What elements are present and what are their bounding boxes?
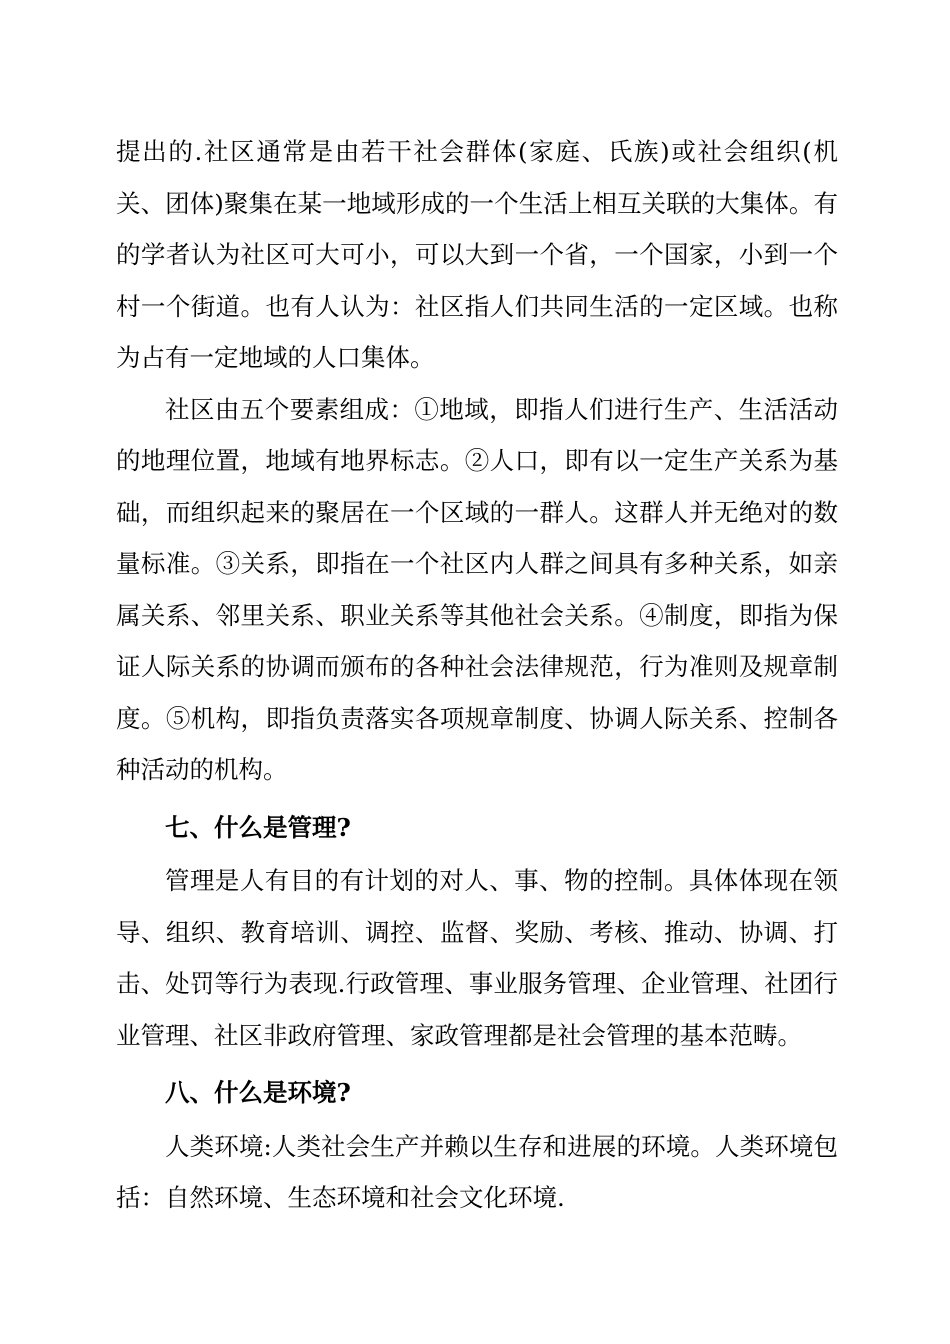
heading-what-is-environment: 八、什么是环境? <box>165 1078 351 1107</box>
paragraph-environment: 人类环境:人类社会生产并赖以生存和进展的环境。人类环境包括：自然环境、生态环境和社会文化环境. <box>116 1131 838 1212</box>
document-body <box>116 126 838 1224</box>
paragraph-management: 管理是人有目的有计划的对人、事、物的控制。具体体现在领导、组织、教育培训、调控、监督、奖励、考核、推动、协调、打击、处罚等行为表现.行政管理、事业服务管理、企业管理、社团行业管理、社区非政府管理、家政管理都是社会管理的基本范畴。 <box>116 866 838 1050</box>
paragraph-community-definition: 提出的.社区通常是由若干社会群体(家庭、氏族)或社会组织(机关、团体)聚集在某一地域形成的一个生活上相互关联的大集体。有的学者认为社区可大可小，可以大到一个省，一个国家，小到一个村一个街道。也有人认为：社区指人们共同生活的一定区域。也称为占有一定地域的人口集体。 <box>116 137 838 372</box>
heading-what-is-management: 七、什么是管理? <box>165 812 351 842</box>
paragraph-community-elements: 社区由五个要素组成：①地域，即指人们进行生产、生活活动的地理位置，地域有地界标志。②人口，即有以一定生产关系为基础，而组织起来的聚居在一个区域的一群人。这群人并无绝对的数量标准。③关系，即指在一个社区内人群之间具有多种关系，如亲属关系、邻里关系、职业关系等其他社会关系。④制度，即指为保证人际关系的协调而颁布的各种社会法律规范，行为准则及规章制度。⑤机构，即指负责落实各项规章制度、协调人际关系、控制各种活动的机构。 <box>116 394 838 784</box>
